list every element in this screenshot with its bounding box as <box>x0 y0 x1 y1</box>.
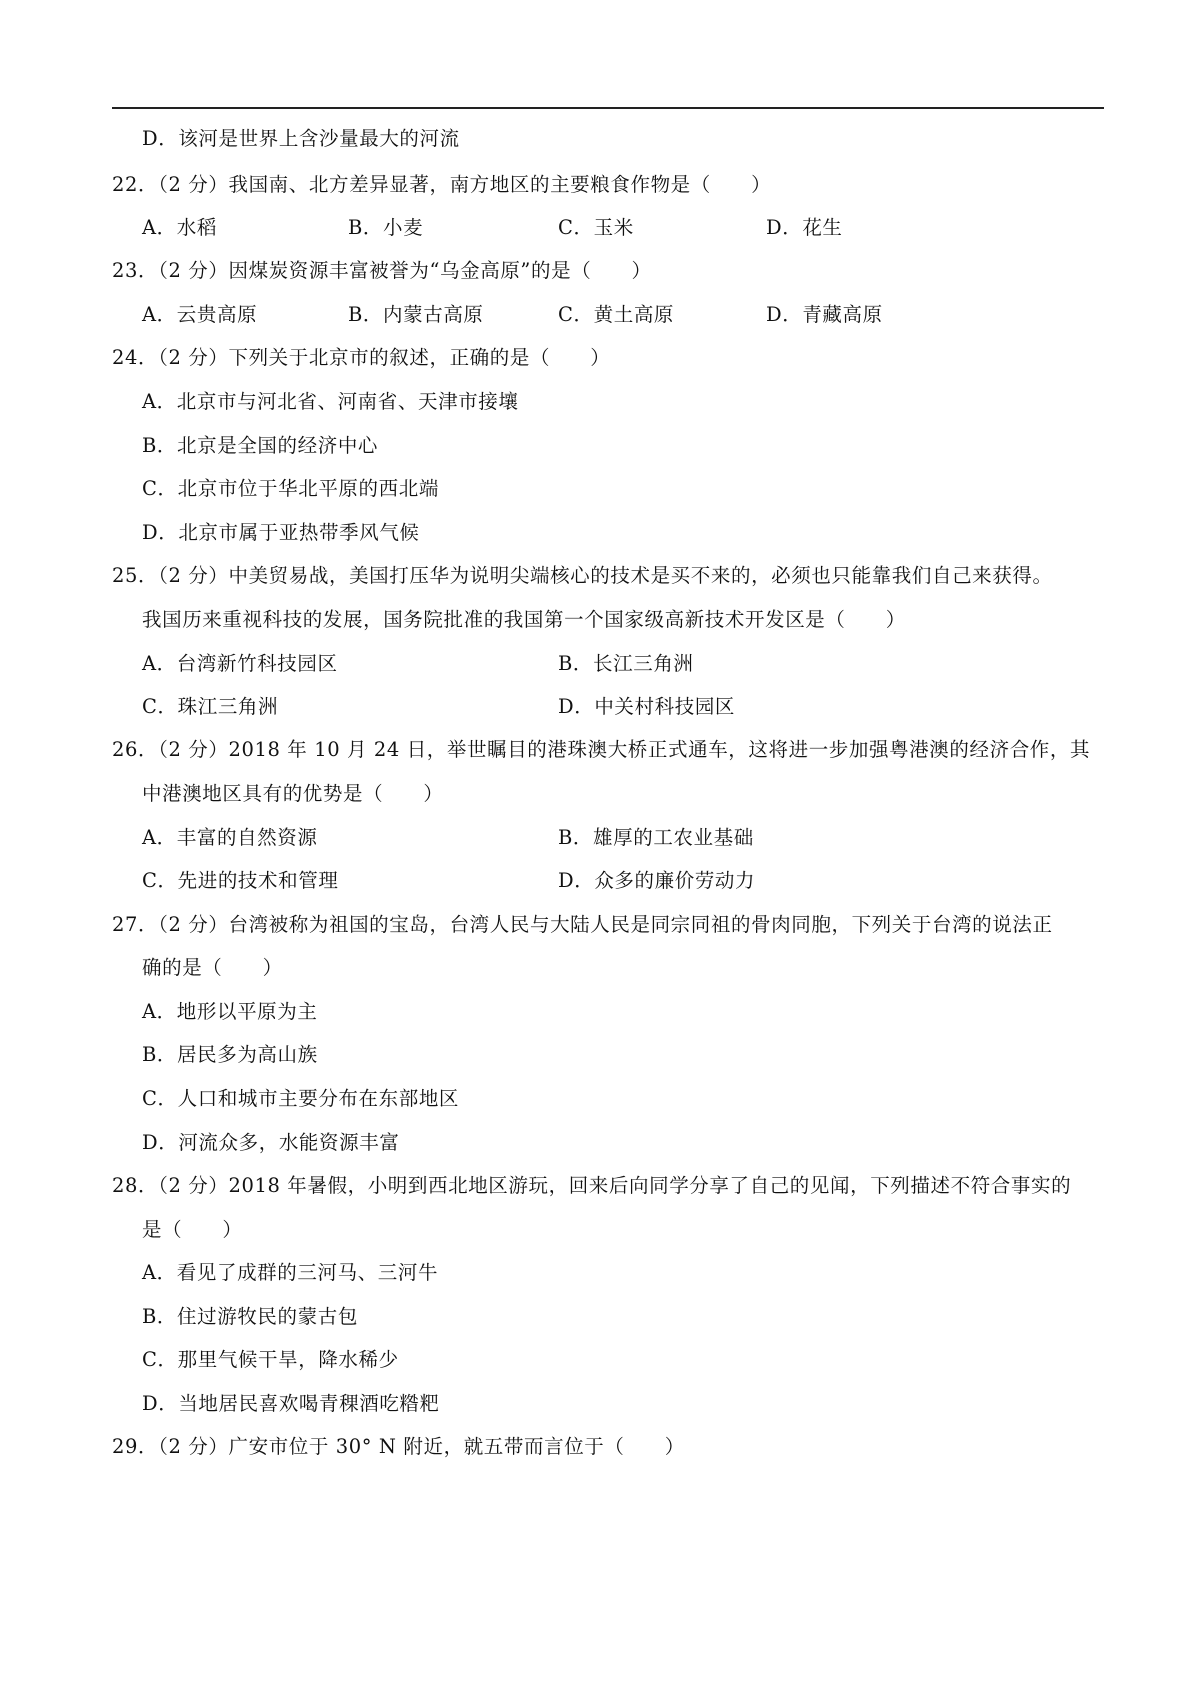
question-28-option-b: B．住过游牧民的蒙古包 <box>142 1305 358 1328</box>
question-26-option-b: B．雄厚的工农业基础 <box>558 826 754 849</box>
question-26-stem-continued: 中港澳地区具有的优势是（ ） <box>142 782 444 805</box>
question-26-option-d: D．众多的廉价劳动力 <box>558 869 756 892</box>
question-27-stem: 27．（2 分）台湾被称为祖国的宝岛，台湾人民与大陆人民是同宗同祖的骨肉同胞，下列关于台湾的说法正 <box>112 913 1053 936</box>
question-27-option-d: D．河流众多，水能资源丰富 <box>142 1131 400 1154</box>
question-22-stem: 22．（2 分）我国南、北方差异显著，南方地区的主要粮食作物是（ ） <box>112 173 772 196</box>
question-22-option-d: D．花生 <box>766 216 843 239</box>
question-24-option-d: D．北京市属于亚热带季风气候 <box>142 521 420 544</box>
question-27-stem-continued: 确的是（ ） <box>142 956 283 979</box>
question-27-option-b: B．居民多为高山族 <box>142 1043 318 1066</box>
question-25-option-c: C．珠江三角洲 <box>142 695 279 718</box>
header-rule <box>112 107 1104 109</box>
question-26-option-a: A．丰富的自然资源 <box>142 826 318 849</box>
question-24-option-c: C．北京市位于华北平原的西北端 <box>142 477 439 500</box>
question-25-stem: 25．（2 分）中美贸易战，美国打压华为说明尖端核心的技术是买不来的，必须也只能靠我们自己来获得。 <box>112 564 1053 587</box>
question-23-option-d: D．青藏高原 <box>766 303 883 326</box>
question-22-option-b: B．小麦 <box>348 216 424 239</box>
question-25-option-b: B．长江三角洲 <box>558 652 694 675</box>
question-29-stem: 29．（2 分）广安市位于 30° N 附近，就五带而言位于（ ） <box>112 1435 685 1458</box>
question-25-option-a: A．台湾新竹科技园区 <box>142 652 338 675</box>
question-24-option-a: A．北京市与河北省、河南省、天津市接壤 <box>142 390 519 413</box>
question-22-option-c: C．玉米 <box>558 216 634 239</box>
question-23-option-b: B．内蒙古高原 <box>348 303 484 326</box>
previous-option-d: D．该河是世界上含沙量最大的河流 <box>142 127 460 150</box>
question-25-option-d: D．中关村科技园区 <box>558 695 736 718</box>
question-24-stem: 24．（2 分）下列关于北京市的叙述，正确的是（ ） <box>112 346 611 369</box>
question-28-option-c: C．那里气候干旱，降水稀少 <box>142 1348 399 1371</box>
question-28-stem: 28．（2 分）2018 年暑假，小明到西北地区游玩，回来后向同学分享了自己的见闻，下列描述不符合事实的 <box>112 1174 1072 1197</box>
question-22-option-a: A．水稻 <box>142 216 217 239</box>
question-24-option-b: B．北京是全国的经济中心 <box>142 434 379 457</box>
question-27-option-a: A．地形以平原为主 <box>142 1000 318 1023</box>
question-23-option-a: A．云贵高原 <box>142 303 258 326</box>
question-26-stem: 26．（2 分）2018 年 10 月 24 日，举世瞩目的港珠澳大桥正式通车，这将进一步加强粤港澳的经济合作，其 <box>112 738 1091 761</box>
question-23-stem: 23．（2 分）因煤炭资源丰富被誉为“乌金高原”的是（ ） <box>112 259 652 282</box>
question-27-option-c: C．人口和城市主要分布在东部地区 <box>142 1087 460 1110</box>
question-26-option-c: C．先进的技术和管理 <box>142 869 339 892</box>
question-28-stem-continued: 是（ ） <box>142 1218 243 1241</box>
question-28-option-a: A．看见了成群的三河马、三河牛 <box>142 1261 439 1284</box>
question-28-option-d: D．当地居民喜欢喝青稞酒吃糌粑 <box>142 1392 440 1415</box>
question-25-stem-continued: 我国历来重视科技的发展，国务院批准的我国第一个国家级高新技术开发区是（ ） <box>142 608 906 631</box>
question-23-option-c: C．黄土高原 <box>558 303 675 326</box>
